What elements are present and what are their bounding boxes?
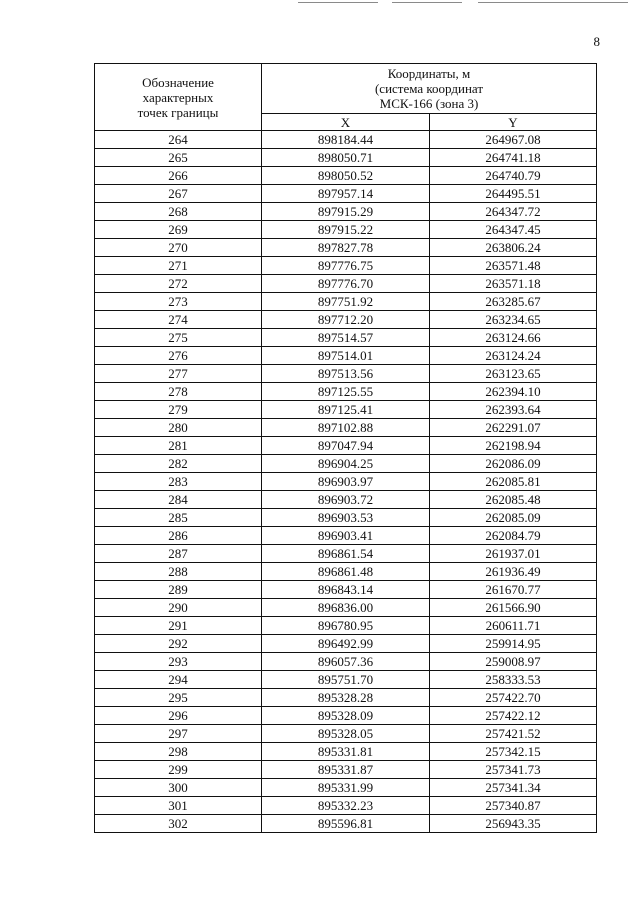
point-id-cell: 289 [95,581,262,599]
point-id-cell: 302 [95,815,262,833]
table-row [95,419,597,437]
table-row [95,239,597,257]
point-id-cell: 301 [95,797,262,815]
table-row [95,563,597,581]
x-coordinate-cell: 896492.99 [262,635,430,653]
x-coordinate-cell: 896903.72 [262,491,430,509]
scan-top-line [298,2,378,3]
y-coordinate-cell: 264967.08 [430,131,597,149]
x-coordinate-cell: 898050.71 [262,149,430,167]
point-id-cell: 299 [95,761,262,779]
y-coordinate-cell: 262085.09 [430,509,597,527]
x-coordinate-cell: 895751.70 [262,671,430,689]
y-coordinate-cell: 258333.53 [430,671,597,689]
x-coordinate-cell: 896861.54 [262,545,430,563]
y-coordinate-cell: 261936.49 [430,563,597,581]
table-row [95,149,597,167]
y-coordinate-cell: 257341.34 [430,779,597,797]
x-coordinate-cell: 897915.29 [262,203,430,221]
coordinates-table [94,63,597,833]
scan-top-line [392,2,462,3]
table-row [95,797,597,815]
x-coordinate-cell: 896904.25 [262,455,430,473]
table-row [95,167,597,185]
point-id-cell: 292 [95,635,262,653]
y-coordinate-cell: 257342.15 [430,743,597,761]
table-row [95,725,597,743]
point-id-cell: 278 [95,383,262,401]
point-id-cell: 284 [95,491,262,509]
y-coordinate-cell: 257340.87 [430,797,597,815]
point-id-cell: 282 [95,455,262,473]
x-coordinate-cell: 897513.56 [262,365,430,383]
table-row [95,599,597,617]
point-id-cell: 265 [95,149,262,167]
table-row [95,293,597,311]
x-coordinate-cell: 897047.94 [262,437,430,455]
column-y-header: Y [430,114,597,131]
table-row [95,581,597,599]
table-row [95,815,597,833]
y-coordinate-cell: 259914.95 [430,635,597,653]
x-coordinate-cell: 896057.36 [262,653,430,671]
y-coordinate-cell: 263123.65 [430,365,597,383]
y-coordinate-cell: 257341.73 [430,761,597,779]
point-id-cell: 294 [95,671,262,689]
x-coordinate-cell: 897776.70 [262,275,430,293]
table-row [95,707,597,725]
point-id-cell: 274 [95,311,262,329]
y-coordinate-cell: 262291.07 [430,419,597,437]
x-coordinate-cell: 897957.14 [262,185,430,203]
x-coordinate-cell: 895331.81 [262,743,430,761]
y-coordinate-cell: 263124.24 [430,347,597,365]
table-row [95,653,597,671]
y-coordinate-cell: 263234.65 [430,311,597,329]
x-coordinate-cell: 896903.97 [262,473,430,491]
table-row [95,491,597,509]
point-designation-header: Обозначение характерных точек границы [95,64,262,131]
table-row [95,203,597,221]
table-row [95,779,597,797]
point-id-cell: 279 [95,401,262,419]
x-coordinate-cell: 897751.92 [262,293,430,311]
column-x-header: X [262,114,430,131]
point-id-cell: 268 [95,203,262,221]
point-id-cell: 300 [95,779,262,797]
table-row [95,365,597,383]
x-coordinate-cell: 897514.01 [262,347,430,365]
point-id-cell: 273 [95,293,262,311]
x-coordinate-cell: 896843.14 [262,581,430,599]
table-row [95,437,597,455]
table-row [95,635,597,653]
y-coordinate-cell: 264495.51 [430,185,597,203]
x-coordinate-cell: 896780.95 [262,617,430,635]
x-coordinate-cell: 897514.57 [262,329,430,347]
y-coordinate-cell: 262084.79 [430,527,597,545]
y-coordinate-cell: 257422.70 [430,689,597,707]
y-coordinate-cell: 263571.18 [430,275,597,293]
table-row [95,455,597,473]
scan-top-line [478,2,628,3]
x-coordinate-cell: 898050.52 [262,167,430,185]
point-id-cell: 266 [95,167,262,185]
table-row [95,509,597,527]
table-row [95,527,597,545]
x-coordinate-cell: 896903.53 [262,509,430,527]
x-coordinate-cell: 897102.88 [262,419,430,437]
y-coordinate-cell: 264741.18 [430,149,597,167]
point-id-cell: 290 [95,599,262,617]
y-coordinate-cell: 259008.97 [430,653,597,671]
x-coordinate-cell: 895332.23 [262,797,430,815]
y-coordinate-cell: 261670.77 [430,581,597,599]
y-coordinate-cell: 263806.24 [430,239,597,257]
x-coordinate-cell: 897915.22 [262,221,430,239]
point-id-cell: 269 [95,221,262,239]
y-coordinate-cell: 262198.94 [430,437,597,455]
table-row [95,473,597,491]
point-id-cell: 295 [95,689,262,707]
x-coordinate-cell: 895596.81 [262,815,430,833]
x-coordinate-cell: 897827.78 [262,239,430,257]
point-id-cell: 275 [95,329,262,347]
x-coordinate-cell: 895328.28 [262,689,430,707]
point-id-cell: 264 [95,131,262,149]
point-id-cell: 277 [95,365,262,383]
y-coordinate-cell: 262393.64 [430,401,597,419]
x-coordinate-cell: 898184.44 [262,131,430,149]
point-id-cell: 276 [95,347,262,365]
x-coordinate-cell: 895331.99 [262,779,430,797]
y-coordinate-cell: 257421.52 [430,725,597,743]
point-id-cell: 280 [95,419,262,437]
table-row [95,275,597,293]
point-id-cell: 288 [95,563,262,581]
table-row [95,257,597,275]
point-id-cell: 272 [95,275,262,293]
table-row [95,185,597,203]
point-id-cell: 297 [95,725,262,743]
point-id-cell: 267 [95,185,262,203]
table-row [95,131,597,149]
x-coordinate-cell: 897712.20 [262,311,430,329]
table-row [95,383,597,401]
table-row [95,671,597,689]
y-coordinate-cell: 263571.48 [430,257,597,275]
x-coordinate-cell: 895331.87 [262,761,430,779]
point-id-cell: 283 [95,473,262,491]
table-row [95,347,597,365]
y-coordinate-cell: 257422.12 [430,707,597,725]
page-number: 8 [593,34,600,49]
y-coordinate-cell: 262394.10 [430,383,597,401]
y-coordinate-cell: 262085.48 [430,491,597,509]
table-row [95,311,597,329]
x-coordinate-cell: 895328.05 [262,725,430,743]
table-row [95,617,597,635]
table-row [95,221,597,239]
table-row [95,401,597,419]
coordinates-header: Координаты, м (система координат МСК-166 (зона 3) [262,64,597,114]
y-coordinate-cell: 262085.81 [430,473,597,491]
point-id-cell: 286 [95,527,262,545]
point-id-cell: 298 [95,743,262,761]
y-coordinate-cell: 264347.45 [430,221,597,239]
y-coordinate-cell: 263124.66 [430,329,597,347]
table-row [95,545,597,563]
y-coordinate-cell: 262086.09 [430,455,597,473]
table-row [95,761,597,779]
table-row [95,689,597,707]
x-coordinate-cell: 897776.75 [262,257,430,275]
x-coordinate-cell: 897125.55 [262,383,430,401]
point-id-cell: 293 [95,653,262,671]
y-coordinate-cell: 264347.72 [430,203,597,221]
table-row [95,329,597,347]
x-coordinate-cell: 896861.48 [262,563,430,581]
y-coordinate-cell: 261937.01 [430,545,597,563]
point-id-cell: 296 [95,707,262,725]
y-coordinate-cell: 260611.71 [430,617,597,635]
point-id-cell: 287 [95,545,262,563]
table-row [95,743,597,761]
y-coordinate-cell: 264740.79 [430,167,597,185]
point-id-cell: 291 [95,617,262,635]
x-coordinate-cell: 896836.00 [262,599,430,617]
point-id-cell: 281 [95,437,262,455]
point-id-cell: 270 [95,239,262,257]
point-id-cell: 285 [95,509,262,527]
x-coordinate-cell: 897125.41 [262,401,430,419]
y-coordinate-cell: 256943.35 [430,815,597,833]
y-coordinate-cell: 261566.90 [430,599,597,617]
x-coordinate-cell: 895328.09 [262,707,430,725]
point-id-cell: 271 [95,257,262,275]
x-coordinate-cell: 896903.41 [262,527,430,545]
y-coordinate-cell: 263285.67 [430,293,597,311]
